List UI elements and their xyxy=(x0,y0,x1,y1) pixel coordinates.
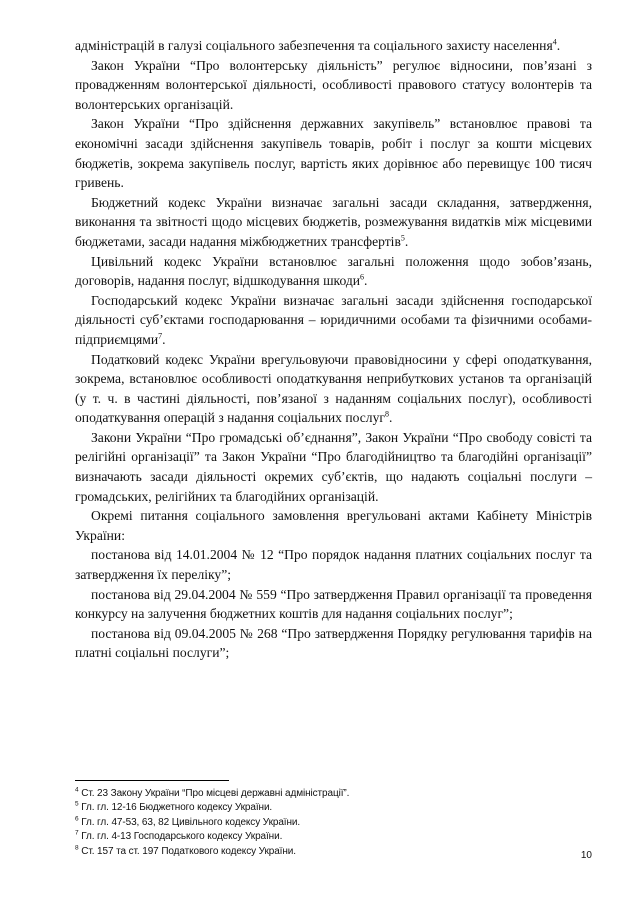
footnote: $^7$ Гл. гл. 4-13 Господарського кодексу України. xyxy=(75,829,283,843)
paragraph: Закони України “Про громадські об’єднання”, Закон України “Про свободу совісті та релігійні організації” та Закон України “Про благодійництво та благодійні організації” визначають засади діяльності окремих суб’єктів, що надають соціальні послуги – громадських, релігійних та благодійних організацій. xyxy=(75,429,592,504)
list-item: постанова від 09.04.2005 № 268 “Про затвердження Порядку регулювання тарифів на платні соціальні послуги”; xyxy=(75,625,592,661)
footnote: $^4$ Ст. 23 Закону України “Про місцеві державні адміністрації”. xyxy=(75,786,350,799)
paragraph: Закон України “Про волонтерську діяльність” регулює відносини, пов’язані з провадженням волонтерської діяльності, особливості правового статусу волонтерів та волонтерських організацій. xyxy=(75,57,592,112)
footnote: $^5$ Гл. гл. 12-16 Бюджетного кодексу України. xyxy=(75,801,273,814)
paragraph: Податковий кодекс України врегульовуючи правовідносини у сфері оподаткування, зокрема, встановлює особливості оподаткування неприбуткових установ та організацій (у т. ч. в частині діяльності, пов’язаної з наданням соціальних послуг), особливості оподаткування операцій з надання соціальних послуг$^8$. xyxy=(75,351,592,426)
footnotes xyxy=(75,787,592,859)
footnote-reference[interactable]: 7 xyxy=(158,331,163,341)
paragraph: Бюджетний кодекс України визначає загальні засади складання, затвердження, виконання та звітності щодо місцевих бюджетів, розмежування видатків між місцевими бюджетами, засади надання міжбюджетних трансфертів$^5$. xyxy=(75,194,592,249)
footnote: $^8$ Ст. 157 та ст. 197 Податкового кодексу України. xyxy=(75,844,296,857)
paragraph: адміністрацій в галузі соціального забезпечення та соціального захисту населення$^4$. xyxy=(75,37,561,53)
footnote-divider xyxy=(75,780,229,781)
list-item: постанова від 14.01.2004 № 12 “Про порядок надання платних соціальних послуг та затвердження їх переліку”; xyxy=(75,547,592,583)
page-number: 10 xyxy=(580,850,592,861)
body-text xyxy=(75,36,592,663)
paragraph: Закон України “Про здійснення державних закупівель” встановлює правові та економічні засади здійснення закупівель товарів, робіт і послуг за кошти місцевих бюджетів, зокрема закупівель послуг, вартість яких дорівнює або перевищує 100 тисяч гривень. xyxy=(75,116,592,191)
paragraph: Окремі питання соціального замовлення врегульовані актами Кабінету Міністрів України: xyxy=(75,508,592,543)
footnote-reference[interactable]: 4 xyxy=(552,37,557,47)
paragraph: Цивільний кодекс України встановлює загальні положення щодо зобов’язань, договорів, надання послуг, відшкодування шкоди$^6$. xyxy=(75,253,592,289)
footnote: $^6$ Гл. гл. 47-53, 63, 82 Цивільного кодексу України. xyxy=(75,815,301,828)
list-item: постанова від 29.04.2004 № 559 “Про затвердження Правил організації та проведення конкурсу на залучення бюджетних коштів для надання соціальних послуг”; xyxy=(75,586,592,622)
footnote-reference[interactable]: 8 xyxy=(384,409,389,419)
footnote-reference[interactable]: 6 xyxy=(360,272,365,282)
footnote-reference[interactable]: 5 xyxy=(400,233,405,243)
paragraph: Господарський кодекс України визначає загальні засади здійснення господарської діяльності суб’єктами господарювання – юридичними особами та фізичними особами-підприємцями$^7$. xyxy=(75,292,592,347)
